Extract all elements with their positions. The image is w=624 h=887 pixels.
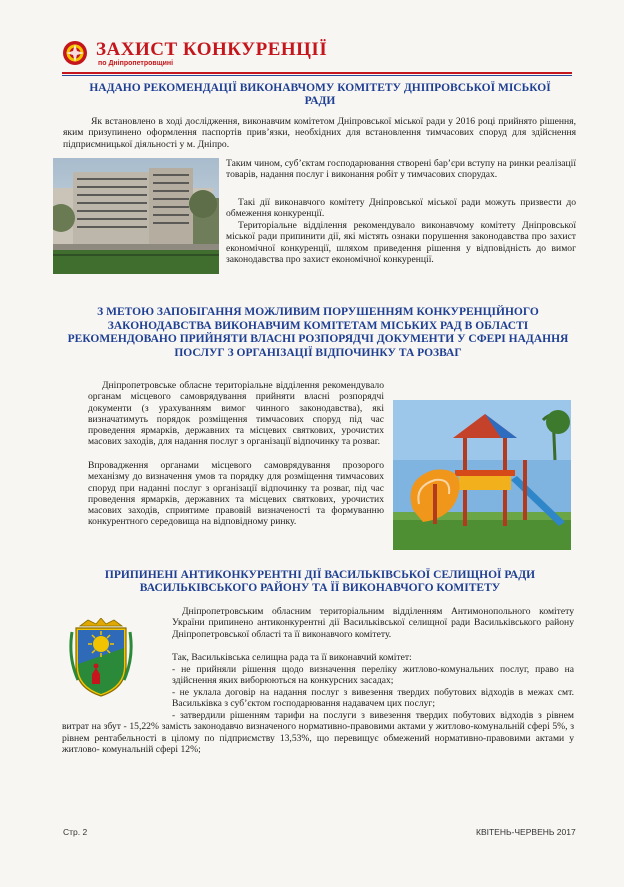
masthead-rule-red: [62, 72, 572, 74]
article3-intro: Дніпропетровським обласним територіальним відділенням Антимонопольного комітету України припинено антиконкурентні дії Васильківської селищної ради Васильківського району Дніпропетровської області та її виконавчого комітету.: [172, 606, 574, 640]
coat-of-arms-icon: [68, 618, 134, 698]
article2-para1: Дніпропетровське обласне територіальне відділення рекомендувало органам місцевого самоврядування прийняти власні розпорядчі документи (з урахуванням вимог чинного законодавства), які визначатимуть порядок розміщення тимчасових споруд під час проведення ярмарків, державних та місцевих святкових, урочистих масових заходів, для надання послуг з організації відпочинку та розваг.: [88, 380, 384, 448]
footer-page-number: Стр. 2: [63, 827, 88, 837]
article1-para4: Територіальне відділення рекомендувало виконавчому комітету Дніпровської міської ради припинити дії, які містять ознаки порушення законодавства про захист економічної конкуренції, шляхом приведення рішення у відповідність до вимог законодавства про захист економічної конкуренції.: [226, 220, 576, 265]
article2-para2: Впровадження органами місцевого самоврядування прозорого механізму до визначення умов та порядку для розміщення тимчасових споруд при наданні послуг з організації відпочинку та розваг, під час проведення ярмарків, державних та місцевих святкових, урочистих масових заходів, сприятиме правовій визначеності та формуванню конкурентного середовища на відповідному ринку.: [88, 460, 384, 528]
article1-photo: [53, 158, 219, 274]
article2-heading: З МЕТОЮ ЗАПОБІГАННЯ МОЖЛИВИМ ПОРУШЕННЯМ КОНКУРЕНЦІЙНОГО ЗАКОНОДАВСТВА ВИКОНАВЧИМ КОМІТЕТАМ МІСЬКИХ РАД В ОБЛАСТІ РЕКОМЕНДОВАНО ПРИЙНЯТИ ВЛАСНІ РОЗПОРЯДЧІ ДОКУМЕНТИ У СФЕРІ НАДАННЯ ПОСЛУГ З ОРГАНІЗАЦІЇ ВІДПОЧИНКУ ТА РОЗВАГ: [67, 306, 569, 359]
masthead-rule-blue: [62, 75, 572, 76]
masthead-subtitle: по Дніпропетровщині: [98, 60, 174, 67]
article3-bullet-1: - не прийняли рішення щодо визначення переліку житлово-комунальних послуг, право на здійснення яких виборюються на конкурсних засадах;: [172, 664, 574, 687]
article3-emblem: [68, 618, 134, 698]
antimonopoly-logo-icon: [62, 40, 88, 66]
playground-slide-photo: [393, 400, 571, 550]
city-council-building-photo: [53, 158, 219, 274]
footer-issue-date: КВІТЕНЬ-ЧЕРВЕНЬ 2017: [476, 827, 576, 837]
article1-heading: НАДАНО РЕКОМЕНДАЦІЇ ВИКОНАВЧОМУ КОМІТЕТУ ДНІПРОВСЬКОЇ МІСЬКОЇ РАДИ: [89, 82, 551, 107]
article1-para2: Таким чином, суб’єктам господарювання створені бар’єри вступу на ринки реалізації товарів, надання послуг і виконання робіт у тимчасових спорудах.: [226, 158, 576, 181]
article2-photo: [393, 400, 571, 550]
article3-heading: ПРИПИНЕНІ АНТИКОНКУРЕНТНІ ДІЇ ВАСИЛЬКІВСЬКОЇ СЕЛИЩНОЇ РАДИ ВАСИЛЬКІВСЬКОГО РАЙОНУ ТА ЇЇ ВИКОНАВЧОГО КОМІТЕТУ: [104, 569, 536, 594]
article1-para1: Як встановлено в ході дослідження, виконавчим комітетом Дніпровської міської ради у 2016 році прийнято рішення, яким призупинено оформлення паспортів прив’язки, необхідних для встановлення тимчасових споруд для здійснення підприємницької діяльності у м. Дніпро.: [63, 116, 576, 150]
masthead-title: ЗАХИСТ КОНКУРЕНЦІЇ: [96, 39, 328, 60]
article3-bullet-2: - не уклала договір на надання послуг з вивезення твердих побутових відходів в межах смт. Васильківка з суб’єктом господарювання надавачем цих послуг;: [172, 687, 574, 710]
article3-lead: Так, Васильківська селищна рада та її виконавчий комітет:: [172, 652, 412, 663]
article3-bullet-3: - затвердили рішенням тарифи на послуги з вивезення твердих побутових відходів з рівнем витрат на збут - 15,22% замість законодавчо визначеного нормативно-правовими актами у житлово-комунальній сфері 5%, з рівнем рентабельності в цілому по підприємству 13,53%, що перевищує обмежений нормативно-правовими актами у житлово- комунальній сфері 12%;: [62, 710, 574, 755]
article1-para3: Такі дії виконавчого комітету Дніпровської міської ради можуть призвести до обмеження конкуренції.: [226, 197, 576, 220]
